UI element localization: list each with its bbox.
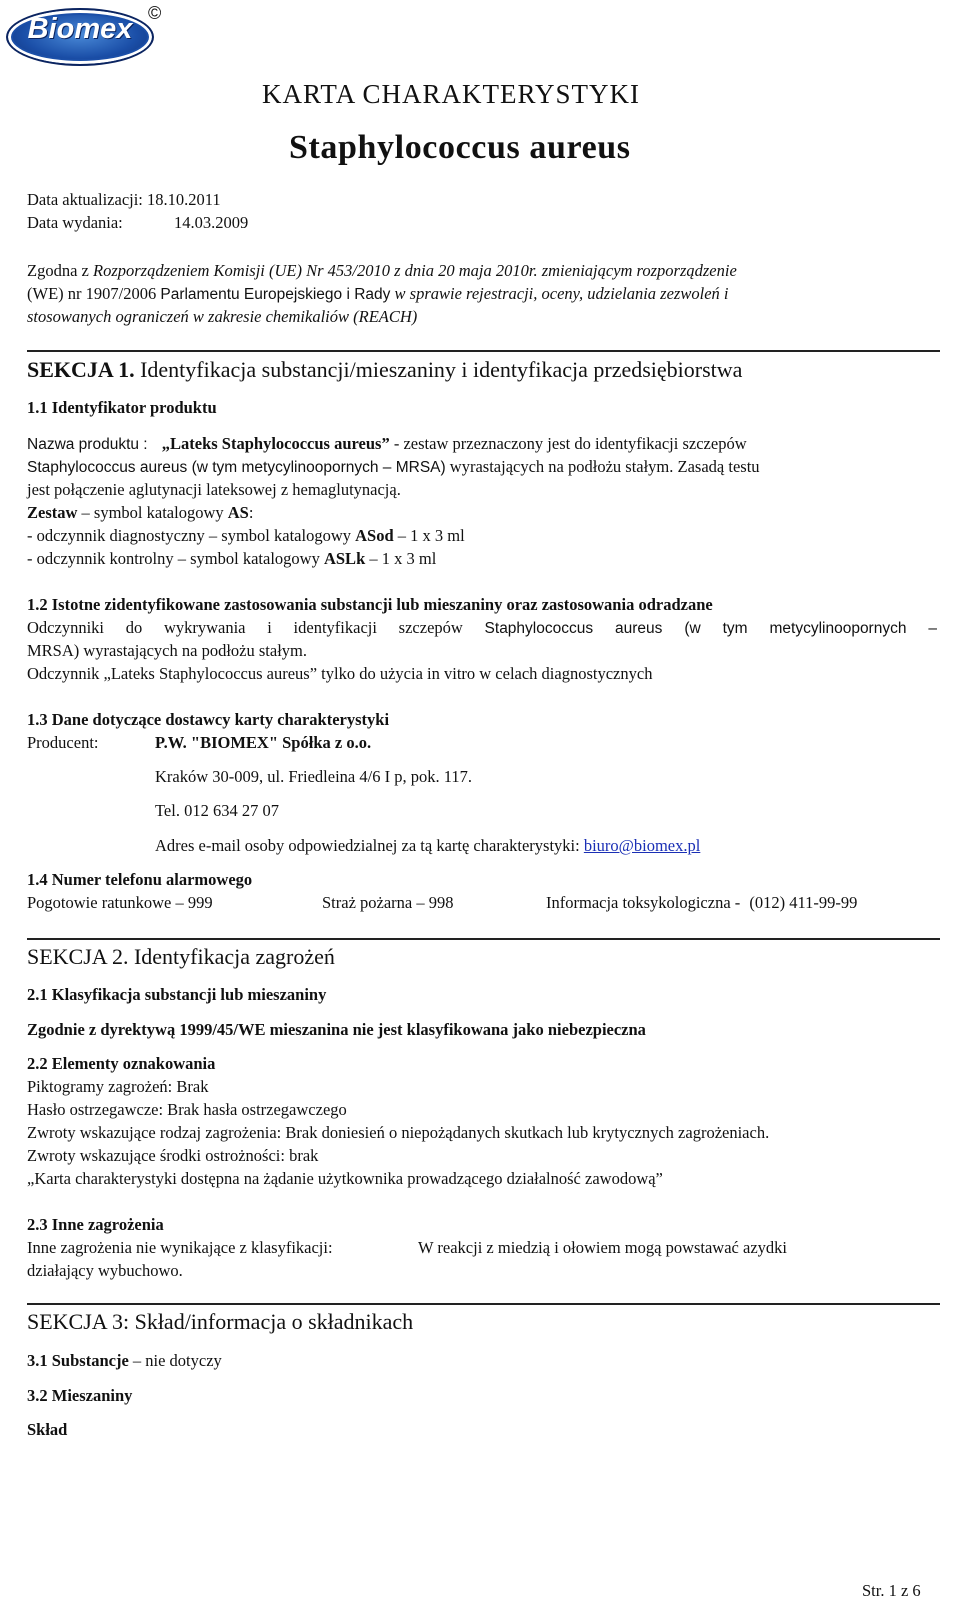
kit-label: Zestaw — [27, 503, 78, 522]
usage-text: Odczynniki do wykrywania i identyfikacji szczepów — [27, 618, 463, 637]
heading-3-1 — [27, 1349, 222, 1372]
kit-code: AS — [227, 503, 249, 522]
emergency-fire: Straż pożarna – 998 — [322, 893, 454, 912]
reagent-code: ASLk — [323, 549, 366, 568]
hazard-statements — [27, 1121, 769, 1144]
producer-name: P.W. "BIOMEX" Spółka z o.o. — [155, 733, 372, 752]
producer-row — [27, 731, 99, 754]
product-line-1 — [27, 432, 940, 456]
pictograms: Piktogramy zagrożeń: Brak — [27, 1077, 209, 1096]
product-description: Staphylococcus aureus (w tym metycylinoopornych – MRSA) — [27, 459, 446, 476]
emergency-toxicology — [546, 891, 857, 914]
usage-text: Odczynnik — [27, 664, 100, 683]
toxicology-label: Informacja toksykologiczna - — [546, 893, 741, 912]
usage-line-1 — [27, 616, 937, 640]
heading-2-1: 2.1 Klasyfikacja substancji lub mieszaniny — [27, 985, 327, 1004]
update-date-row — [27, 188, 221, 211]
regulation-text: (WE) nr 1907/2006 — [27, 284, 157, 303]
reagent-text: - odczynnik diagnostyczny – symbol katalogowy — [27, 526, 351, 545]
logo-text: Biomex — [27, 13, 133, 45]
issue-date-row — [27, 211, 249, 234]
copyright-symbol: © — [148, 3, 162, 23]
heading-1-4: 1.4 Numer telefonu alarmowego — [27, 870, 253, 889]
section-1-number: SEKCJA 1. — [27, 357, 135, 382]
regulation-text-sans: Parlamentu Europejskiego i Rady — [160, 286, 391, 303]
toxicology-number: (012) 411-99-99 — [749, 893, 858, 912]
usage-text: tylko do użycia in vitro w celach diagnostycznych — [321, 664, 653, 683]
heading-1-2: 1.2 Istotne zidentyfikowane zastosowania substancji lub mieszaniny oraz zastosowania odradzane — [27, 595, 713, 614]
section-3-title: SEKCJA 3: Skład/informacja o składnikach — [27, 1309, 414, 1334]
heading-1-1: 1.1 Identyfikator produktu — [27, 398, 217, 417]
product-line-3: jest połączenie aglutynacji lateksowej z hemaglutynacją. — [27, 480, 401, 499]
biomex-logo — [6, 8, 152, 64]
precautionary-statements: Zwroty wskazujące środki ostrożności: brak — [27, 1146, 319, 1165]
kit-colon: : — [248, 503, 254, 522]
regulation-text-italic: w sprawie rejestracji, oceny, udzielania zezwoleń i — [394, 284, 729, 303]
substances-label: 3.1 Substancje — [27, 1351, 129, 1370]
section-1-rule — [27, 350, 940, 352]
producer-label: Producent: — [27, 733, 99, 752]
producer-email-row — [155, 834, 700, 857]
usage-line-3 — [27, 662, 652, 685]
kit-text: – symbol katalogowy — [81, 503, 224, 522]
producer-address: Kraków 30-009, ul. Friedleina 4/6 I p, pok. 117. — [155, 767, 472, 786]
usage-line-2: MRSA) wyrastających na podłożu stałym. — [27, 641, 307, 660]
other-hazards-text: W reakcji z miedzią i ołowiem mogą powstawać azydki — [418, 1238, 787, 1257]
regulation-text-italic: Rozporządzeniem Komisji (UE) Nr 453/2010 z dnia 20 maja 2010r. zmieniającym rozporządzenie — [92, 261, 737, 280]
regulation-line-3: stosowanych ograniczeń w zakresie chemikaliów (REACH) — [27, 307, 418, 326]
regulation-text: Zgodna z — [27, 261, 89, 280]
section-3-rule — [27, 1303, 940, 1305]
update-label: Data aktualizacji: — [27, 190, 143, 209]
product-name: „Lateks Staphylococcus aureus” — [161, 434, 390, 453]
document-title: KARTA CHARAKTERYSTYKI — [262, 79, 640, 109]
section-2-title: SEKCJA 2. Identyfikacja zagrożeń — [27, 944, 335, 969]
emergency-ambulance: Pogotowie ratunkowe – 999 — [27, 893, 213, 912]
product-line-2 — [27, 455, 760, 479]
regulation-line-1 — [27, 259, 737, 282]
page-number: Str. 1 z 6 — [862, 1581, 921, 1600]
reagent-volume: – 1 x 3 ml — [397, 526, 465, 545]
reagent-2 — [27, 547, 436, 570]
usage-product: „Lateks Staphylococcus aureus” — [103, 664, 318, 683]
issue-date: 14.03.2009 — [174, 213, 249, 232]
heading-3-2: 3.2 Mieszaniny — [27, 1386, 133, 1405]
section-2-rule — [27, 938, 940, 940]
reagent-code: ASod — [355, 526, 394, 545]
product-name-label: Nazwa produktu : — [27, 436, 148, 453]
usage-text-sans: Staphylococcus aureus (w tym metycylinoopornych – — [484, 620, 937, 637]
document-subtitle: Staphylococcus aureus — [289, 129, 631, 166]
reagent-text: - odczynnik kontrolny – symbol katalogowy — [27, 549, 320, 568]
hazard-text: Zwroty wskazujące rodzaj zagrożenia: Brak — [27, 1123, 318, 1142]
hazard-text: doniesień o niepożądanych skutkach lub krytycznych zagrożeniach. — [321, 1123, 770, 1142]
email-link[interactable]: biuro@biomex.pl — [583, 836, 701, 855]
heading-1-3: 1.3 Dane dotyczące dostawcy karty charakterystyki — [27, 710, 390, 729]
signal-word: Hasło ostrzegawcze: Brak hasła ostrzegawczego — [27, 1100, 347, 1119]
product-description: wyrastających na podłożu stałym. — [449, 457, 674, 476]
product-description: Zasadą testu — [677, 457, 760, 476]
reagent-1 — [27, 524, 465, 547]
email-label: Adres e-mail osoby odpowiedzialnej za tą kartę charakterystyki: — [155, 836, 580, 855]
issue-label: Data wydania: — [27, 213, 123, 232]
composition-label: Skład — [27, 1420, 68, 1439]
other-hazards-label: Inne zagrożenia nie wynikające z klasyfikacji: — [27, 1238, 333, 1257]
classification-statement: Zgodnie z dyrektywą 1999/45/WE mieszanina nie jest klasyfikowana jako niebezpieczna — [27, 1020, 646, 1039]
section-1-heading: Identyfikacja substancji/mieszaniny i identyfikacja przedsiębiorstwa — [140, 357, 743, 382]
update-date: 18.10.2011 — [147, 190, 221, 209]
producer-phone: Tel. 012 634 27 07 — [155, 801, 279, 820]
substances-value: – nie dotyczy — [132, 1351, 222, 1370]
availability-note: „Karta charakterystyki dostępna na żądanie użytkownika prowadzącego działalność zawodową” — [27, 1169, 663, 1188]
heading-2-3: 2.3 Inne zagrożenia — [27, 1215, 164, 1234]
heading-2-2: 2.2 Elementy oznakowania — [27, 1054, 216, 1073]
kit-line — [27, 501, 253, 524]
reagent-volume: – 1 x 3 ml — [369, 549, 437, 568]
section-1-title — [27, 356, 742, 384]
product-description: - zestaw przeznaczony jest do identyfikacji szczepów — [393, 434, 747, 453]
regulation-line-2 — [27, 282, 728, 306]
other-hazards-text-2: działający wybuchowo. — [27, 1261, 183, 1280]
